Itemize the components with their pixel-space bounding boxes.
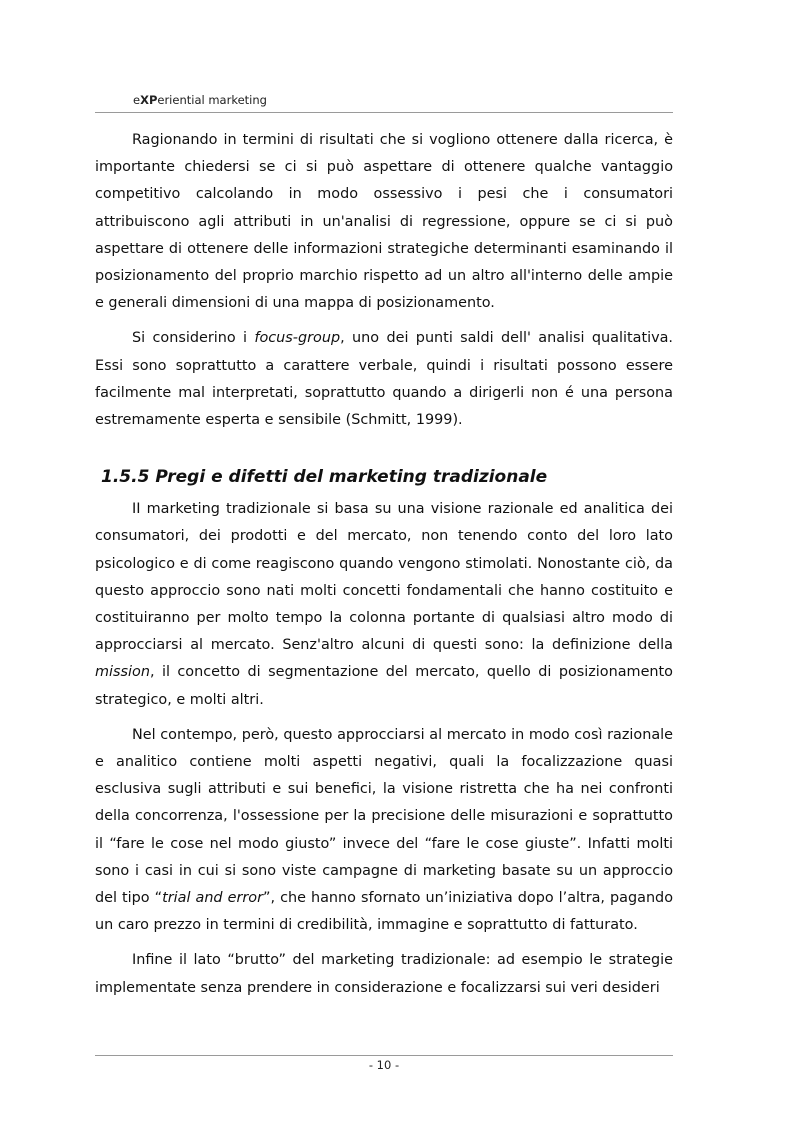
page-body xyxy=(95,127,673,1002)
paragraph-negative-aspects: Nel contempo, però, questo approcciarsi al mercato in modo così razionale e analitico contiene molti aspetti negativi, quali la focalizzazione quasi esclusiva sugli attributi e sui benefici, la visione ristretta che ha nei confronti della concorrenza, l'ossessione per la precisione delle misurazioni e soprattutto il “fare le cose nel modo giusto” invece del “fare le cose giuste”. Infatti molti sono i casi in cui si sono viste campagne di marketing basate su un approccio del tipo “trial and error”, che hanno sfornato un’iniziativa dopo l’altra, pagando un caro prezzo in termini di credibilità, immagine e soprattutto di fatturato. xyxy=(95,726,673,934)
header-title: eXPeriential marketing xyxy=(133,93,267,107)
paragraph-research-results: Ragionando in termini di risultati che si vogliono ottenere dalla ricerca, è importante chiedersi se ci si può aspettare di ottenere qualche vantaggio competitivo calcolando in modo ossessivo i pesi che i consumatori attribuiscono agli attributi in un'analisi di regressione, oppure se ci si può aspettare di ottenere delle informazioni strategiche determinanti esaminando il posizionamento del proprio marchio rispetto ad un altro all'interno delle ampie e generali dimensioni di una mappa di posizionamento. xyxy=(95,132,673,312)
footer-divider xyxy=(95,1055,673,1056)
paragraph-ugly-side: Infine il lato “brutto” del marketing tradizionale: ad esempio le strategie implementate senza prendere in considerazione e focalizzarsi sui veri desideri xyxy=(95,952,673,996)
running-header xyxy=(95,90,673,113)
section-heading: 1.5.5 Pregi e difetti del marketing tradizionale xyxy=(101,467,548,488)
paragraph-traditional-marketing: II marketing tradizionale si basa su una visione razionale ed analitica dei consumatori, dei prodotti e del mercato, non tenendo conto del loro lato psicologico e di come reagiscono quando vengono stimolati. Nonostante ciò, da questo approccio sono nati molti concetti fondamentali che hanno costituito e costituiranno per molto tempo la colonna portante di qualsiasi altro modo di approcciarsi al mercato. Senz'altro alcuni di questi sono: la definizione della mission, il concetto di segmentazione del mercato, quello di posizionamento strategico, e molti altri. xyxy=(95,501,673,708)
page-number: - 10 - xyxy=(368,1058,400,1072)
paragraph-focus-group: Si considerino i focus-group, uno dei punti saldi dell' analisi qualitativa. Essi sono soprattutto a carattere verbale, quindi i risultati possono essere facilmente mal interpretati, soprattutto quando a dirigerli non é una persona estremamente esperta e sensibile (Schmitt, 1999). xyxy=(95,330,673,429)
